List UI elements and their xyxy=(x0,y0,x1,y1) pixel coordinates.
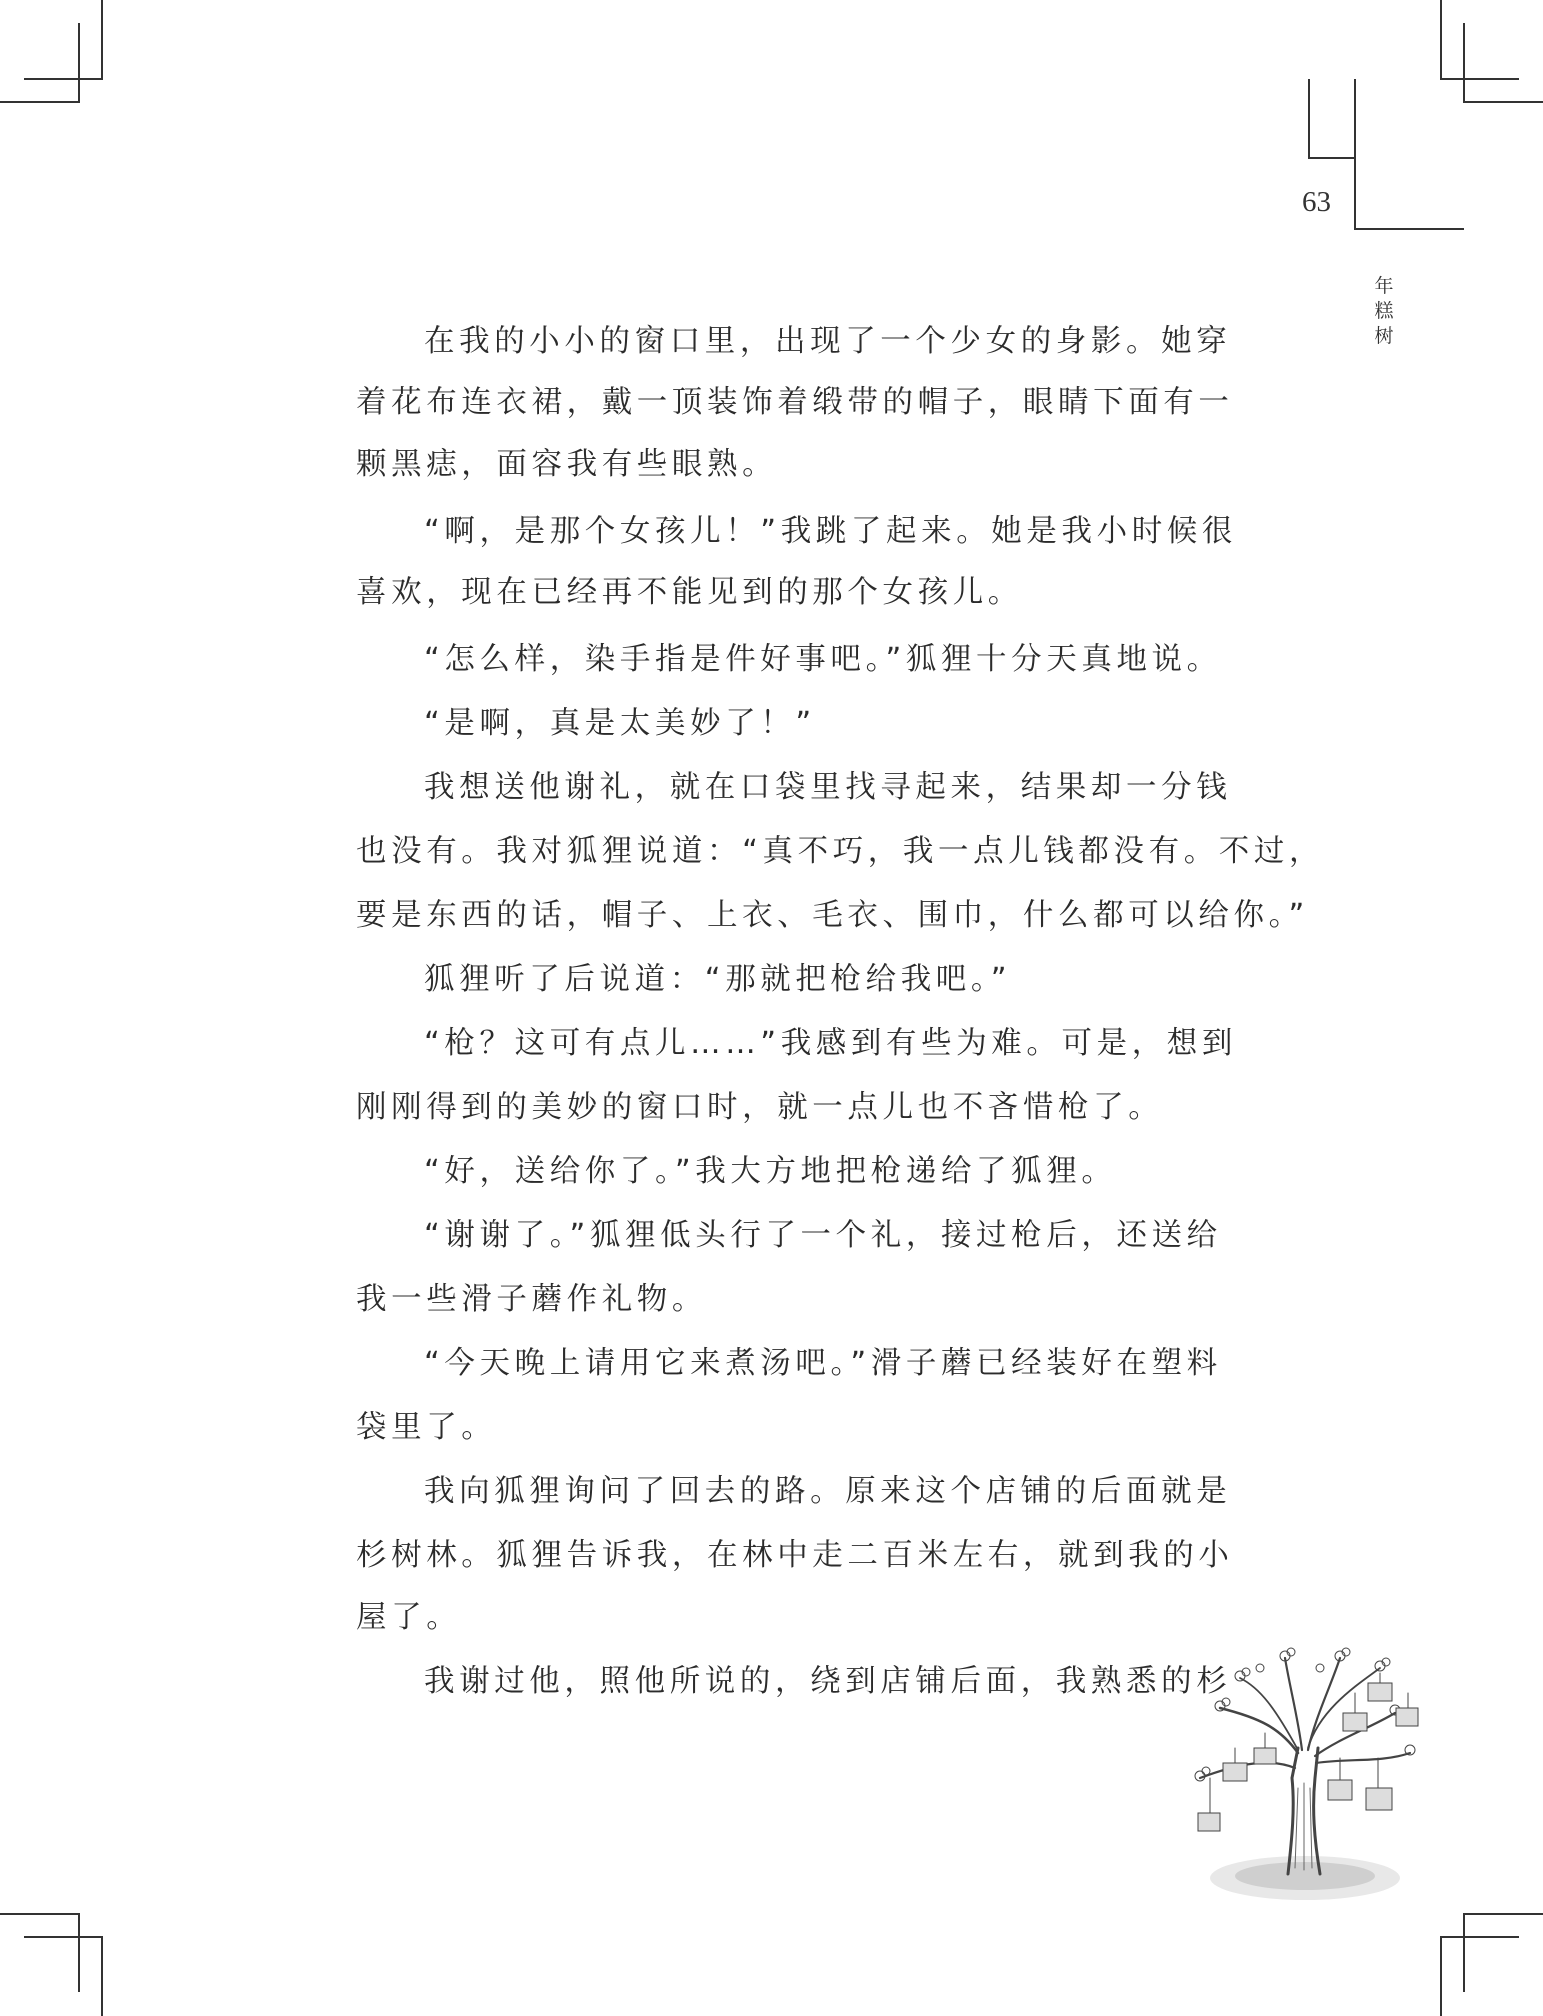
text-line: 我谢过他，照他所说的，绕到店铺后面，我熟悉的杉 xyxy=(424,1664,1232,1699)
text-line: 屋了。 xyxy=(356,1600,462,1635)
text-line: 我向狐狸询问了回去的路。原来这个店铺的后面就是 xyxy=(424,1474,1232,1509)
text-line: 杉树林。狐狸告诉我，在林中走二百米左右，就到我的小 xyxy=(356,1538,1234,1573)
crop-mark xyxy=(1464,1913,1543,1915)
crop-mark xyxy=(1463,101,1543,103)
crop-mark xyxy=(78,1913,80,1992)
crop-mark xyxy=(0,101,79,103)
crop-mark xyxy=(1463,23,1465,103)
text-line: “啊，是那个女孩儿！”我跳了起来。她是我小时候很 xyxy=(424,514,1238,549)
crop-mark xyxy=(101,1936,103,2016)
tree-illustration-icon xyxy=(1180,1638,1440,1918)
crop-mark xyxy=(0,1913,79,1915)
text-line: 要是东西的话，帽子、上衣、毛衣、围巾，什么都可以给你。” xyxy=(356,898,1309,933)
page-number: 63 xyxy=(1302,186,1331,218)
running-title-char: 树 xyxy=(1374,325,1394,347)
text-line: 刚刚得到的美妙的窗口时，就一点儿也不吝惜枪了。 xyxy=(356,1090,1164,1125)
page-frame-line xyxy=(1308,157,1354,159)
text-line: “枪？这可有点儿……”我感到有些为难。可是，想到 xyxy=(424,1026,1238,1061)
running-title xyxy=(1373,274,1395,349)
text-line: “谢谢了。”狐狸低头行了一个礼，接过枪后，还送给 xyxy=(424,1218,1222,1253)
crop-mark xyxy=(24,1936,103,1938)
crop-mark xyxy=(101,0,103,79)
text-line: “怎么样，染手指是件好事吧。”狐狸十分天真地说。 xyxy=(424,642,1222,677)
text-line: 我想送他谢礼，就在口袋里找寻起来，结果却一分钱 xyxy=(424,770,1232,805)
text-line: 狐狸听了后说道：“那就把枪给我吧。” xyxy=(424,962,1012,997)
text-line: 在我的小小的窗口里，出现了一个少女的身影。她穿 xyxy=(424,324,1232,359)
text-line: “今天晚上请用它来煮汤吧。”滑子蘑已经装好在塑料 xyxy=(424,1346,1222,1381)
text-line: 着花布连衣裙，戴一顶装饰着缎带的帽子，眼睛下面有一 xyxy=(356,385,1234,420)
crop-mark xyxy=(1440,78,1519,80)
page-frame-line xyxy=(1354,79,1356,230)
text-line: “好，送给你了。”我大方地把枪递给了狐狸。 xyxy=(424,1154,1117,1189)
running-title-char: 年 xyxy=(1374,275,1394,297)
text-line: 袋里了。 xyxy=(356,1410,497,1445)
running-title-char: 糕 xyxy=(1374,300,1394,322)
text-line: 也没有。我对狐狸说道：“真不巧，我一点儿钱都没有。不过， xyxy=(356,834,1325,869)
tree-illustration xyxy=(1180,1638,1440,1918)
text-line: 我一些滑子蘑作礼物。 xyxy=(356,1282,707,1317)
crop-mark xyxy=(78,23,80,103)
crop-mark xyxy=(1440,0,1442,79)
crop-mark xyxy=(1440,1936,1442,2016)
crop-mark xyxy=(1463,1913,1465,1992)
text-line: 颗黑痣，面容我有些眼熟。 xyxy=(356,447,778,482)
crop-mark xyxy=(1440,1936,1519,1938)
crop-mark xyxy=(24,78,103,80)
page-frame-line xyxy=(1354,228,1464,230)
page-frame-line xyxy=(1308,79,1310,158)
text-line: “是啊，真是太美妙了！” xyxy=(424,706,816,741)
text-line: 喜欢，现在已经再不能见到的那个女孩儿。 xyxy=(356,575,1023,610)
